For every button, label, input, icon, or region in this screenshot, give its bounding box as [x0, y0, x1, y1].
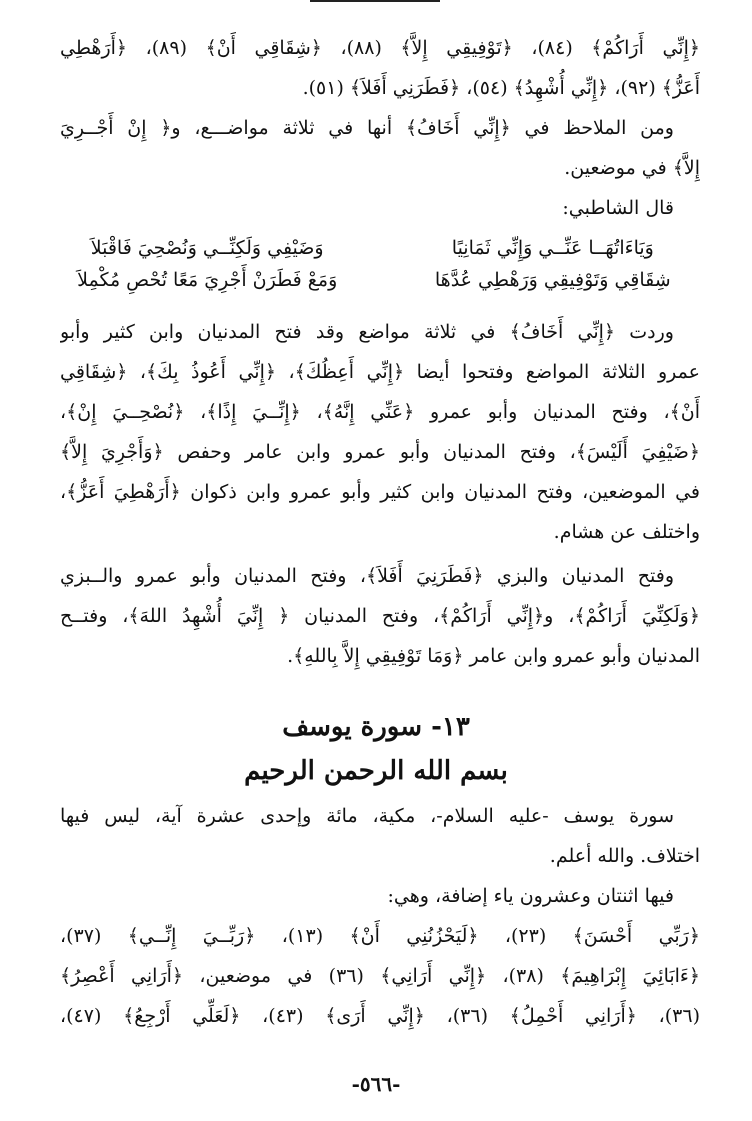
- verse-second-hemistich: وَضَيْفِي وَلَكِنِّــي وَنُصْحِيَ فَاقْبَلاَ: [90, 237, 324, 259]
- text-line: في الموضعين، وفتح المدنيان وابن كثير وأبو عمرو وابن ذكوان ﴿أَرَهْطِيَ أَعَزُّ﴾،: [60, 481, 700, 503]
- surah-title: ١٣- سورة يوسف: [282, 712, 470, 742]
- verse-line: [60, 232, 700, 264]
- paragraph-ya-list: [60, 876, 700, 1036]
- text-line: أَعَزُّ﴾ (٩٢)، ﴿إِنِّي أُشْهِدُ﴾ (٥٤)، ﴿فَطَرَنِي أَفَلاَ﴾ (٥١).: [302, 77, 700, 99]
- text-line: فيها اثنتان وعشرون ياء إضافة، وهي:: [387, 885, 674, 907]
- text-line: ﴿ءَابَائِيَ إِبْرَاهِيمَ﴾ (٣٨)، ﴿إِنِّي أَرَانِي﴾ (٣٦) في موضعين، ﴿أَرَانِي أَعْصِرُ﴾: [60, 965, 700, 987]
- paragraph-surah-intro: [60, 796, 700, 876]
- text-line: قال الشاطبي:: [562, 197, 674, 219]
- text-line: ﴿رَبِّي أَحْسَنَ﴾ (٢٣)، ﴿لَيَحْزُنُنِي أَنْ﴾ (١٣)، ﴿رَبِّــيَ إِنِّــي﴾ (٣٧)،: [60, 925, 700, 947]
- verse-first-hemistich: وَيَاءَاتُهَــا عَنِّــي وَإِنِّي ثَمَانِيًا: [451, 237, 654, 259]
- top-rule-divider: [310, 0, 440, 2]
- shatibi-verse: [60, 232, 700, 296]
- text-line: أَنْ﴾، وفتح المدنيان وأبو عمرو ﴿عَنِّي إِنَّهُ﴾، ﴿إِنِّــيَ إِذًا﴾، ﴿نُصْحِــيَ إِنْ﴾،: [60, 401, 700, 423]
- page-number: -٥٦٦-: [351, 1072, 401, 1096]
- text-line: ﴿وَلَكِنِّيَ أَرَاكُمْ﴾، و﴿إِنِّي أَرَاكُمْ﴾، وفتح المدنيان ﴿ إِنِّيَ أُشْهِدُ اللهَ﴾، وفتــح: [60, 605, 700, 627]
- text-line: وفتح المدنيان والبزي ﴿فَطَرَنِيَ أَفَلاَ﴾، وفتح المدنيان وأبو عمرو والــبزي: [60, 565, 674, 587]
- paragraph-readings-2: [60, 556, 700, 676]
- text-line: ﴿إِنِّي أَرَاكُمْ﴾ (٨٤)، ﴿تَوْفِيقِي إِلاَّ﴾ (٨٨)، ﴿شِقَاقِي أَنْ﴾ (٨٩)، ﴿أَرَهْطِي: [60, 37, 700, 59]
- text-line: واختلف عن هشام.: [553, 521, 700, 543]
- verse-first-hemistich: شِقَاقِي وَتَوْفِيقِي وَرَهْطِي عُدَّهَا: [434, 269, 671, 291]
- verse-line: [60, 264, 700, 296]
- text-line: (٣٦)، ﴿أَرَانِي أَحْمِلُ﴾ (٣٦)، ﴿إِنِّي أَرَى﴾ (٤٣)، ﴿لَعَلِّي أَرْجِعُ﴾ (٤٧)،: [60, 1005, 700, 1027]
- text-line: ومن الملاحظ في ﴿إِنِّي أَخَافُ﴾ أنها في ثلاثة مواضـــع، و﴿ إِنْ أَجْــرِيَ: [60, 117, 674, 139]
- text-line: وردت ﴿إِنِّي أَخَافُ﴾ في ثلاثة مواضع وقد فتح المدنيان وابن كثير وأبو: [60, 321, 674, 343]
- text-line: عمرو الثلاثة المواضع وفتحوا أيضا ﴿إِنِّي أَعِظُكَ﴾، ﴿إِنِّي أَعُوذُ بِكَ﴾، ﴿شِقَاقِي: [60, 361, 700, 383]
- text-line: المدنيان وأبو عمرو وابن عامر ﴿وَمَا تَوْفِيقِي إِلاَّ بِاللهِ﴾.: [287, 645, 700, 667]
- verse-second-hemistich: وَمَعْ فَطَرَنْ أَجْرِيَ مَعًا تُحْصِ مُكْمِلاَ: [77, 269, 338, 291]
- text-line: إِلاَّ﴾ في موضعين.: [564, 157, 700, 179]
- paragraph-readings: [60, 312, 700, 552]
- text-line: سورة يوسف -عليه السلام-، مكية، مائة وإحدى عشرة آية، ليس فيها: [60, 805, 674, 827]
- text-line: ﴿ضَيْفِيَ أَلَيْسَ﴾، وفتح المدنيان وأبو عمرو وابن عامر وحفص ﴿وَأَجْرِيَ إِلاَّ﴾: [60, 441, 700, 463]
- text-line: اختلاف. والله أعلم.: [549, 845, 700, 867]
- paragraph-ya-list-continued: [60, 28, 700, 228]
- basmala-heading: بسم الله الرحمن الرحيم: [244, 756, 508, 786]
